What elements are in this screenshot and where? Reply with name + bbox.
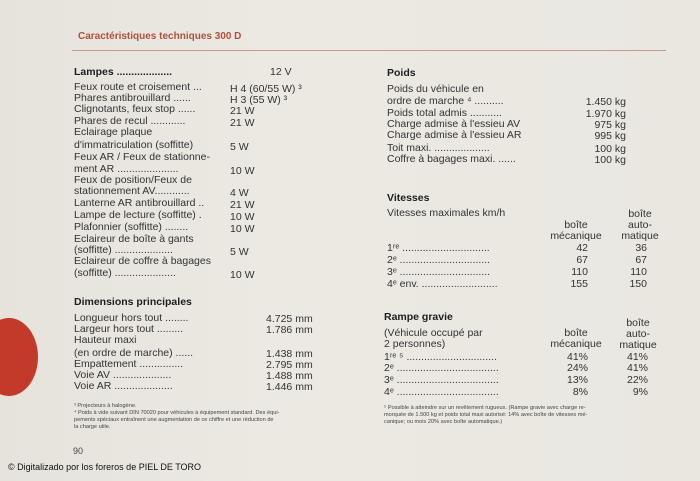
- poids-row-label: Toit maxi. ...................: [387, 142, 490, 154]
- poids-row-label: Coffre à bagages maxi. ......: [387, 153, 516, 165]
- vitesses-row-label: 2ᵉ ...............................: [387, 254, 491, 266]
- lampes-row-label: Eclaireur de coffre à bagages: [74, 255, 211, 267]
- footnote-left: ³ Projecteurs à halogène.: [74, 403, 137, 409]
- vitesses-auto-value: 150: [629, 278, 647, 290]
- rampe-mecanique-value: 41%: [566, 351, 588, 363]
- lampes-row-value: H 3 (55 W) ³: [230, 94, 288, 106]
- poids-row-label: Charge admise à l'essieu AV: [387, 118, 521, 130]
- footnote-left: pements spéciaux entraînent une augmentation de ce chiffre et une réduction de: [74, 417, 274, 423]
- poids-row-label: Poids du véhicule en: [387, 83, 484, 95]
- poids-row-value: 1.970 kg: [585, 108, 626, 120]
- lampes-row-label: Eclaireur de boîte à gants: [74, 233, 194, 245]
- rampe-row-label: 4ᵉ ...................................: [384, 386, 499, 398]
- lampes-row-label: d'immatriculation (soffitte): [74, 139, 194, 151]
- rampe-col2-header: auto-: [626, 328, 650, 340]
- dimensions-row-label: Hauteur maxi: [74, 334, 137, 346]
- poids-row-label: ordre de marche ⁴ ..........: [387, 95, 504, 107]
- poids-row-value: 100 kg: [594, 143, 626, 155]
- vitesses-auto-value: 36: [635, 242, 647, 254]
- dimensions-row-label: Largeur hors tout .........: [74, 323, 184, 335]
- poids-row-label: Poids total admis ...........: [387, 107, 502, 119]
- lampes-row-label: Phares de recul ............: [74, 115, 186, 127]
- vitesses-row-label: 4ᵉ env. ..........................: [387, 278, 498, 290]
- lampes-row-label: Feux de position/Feux de: [74, 174, 192, 186]
- dimensions-row-value: 4.725 mm: [266, 313, 313, 325]
- poids-row-label: Charge admise à l'essieu AR: [387, 129, 522, 141]
- dimensions-row-label: Longueur hors tout ........: [74, 312, 189, 324]
- lampes-row-value: H 4 (60/55 W) ³: [230, 83, 302, 95]
- vitesses-mecanique-value: 110: [571, 266, 588, 278]
- vitesses-heading: Vitesses: [387, 192, 430, 204]
- rampe-col1-header: boîte: [564, 327, 588, 339]
- rampe-row-label: 1ʳᵉ ⁵ ...............................: [384, 351, 497, 363]
- dimensions-row-value: 1.488 mm: [266, 370, 313, 382]
- rampe-col2-header: matique: [619, 339, 657, 351]
- lampes-row-label: (soffitte) ....................: [74, 244, 173, 256]
- dimensions-row-value: 1.446 mm: [266, 381, 313, 393]
- poids-row-value: 1.450 kg: [585, 96, 626, 108]
- vitesses-auto-value: 67: [635, 254, 647, 266]
- vitesses-subheading: Vitesses maximales km/h: [387, 207, 506, 219]
- lampes-voltage: 12 V: [270, 66, 292, 78]
- lampes-row-value: 21 W: [230, 105, 255, 117]
- dimensions-row-label: Empattement ...............: [74, 358, 184, 370]
- vitesses-col1-header: boîte: [564, 219, 588, 231]
- rampe-subheading-2: 2 personnes): [384, 338, 446, 350]
- vitesses-mecanique-value: 155: [570, 278, 588, 290]
- poids-row-value: 975 kg: [594, 119, 626, 131]
- lampes-row-label: Feux route et croisement ...: [74, 81, 202, 93]
- lampes-heading: Lampes ...................: [74, 66, 173, 78]
- poids-row-value: 995 kg: [594, 130, 626, 142]
- footnote-left: la charge utile.: [74, 424, 111, 430]
- poids-row-value: 100 kg: [594, 154, 626, 166]
- rampe-auto-value: 41%: [626, 351, 648, 363]
- rampe-mecanique-value: 13%: [566, 374, 588, 386]
- footnote-right: ⁵ Possible à atteindre sur un revêtement rugueux. (Rampe gravie avec charge re-: [384, 405, 586, 411]
- lampes-row-value: 21 W: [230, 199, 255, 211]
- lampes-row-label: Plafonnier (soffitte) ........: [74, 221, 189, 233]
- dimensions-row-value: 2.795 mm: [266, 359, 313, 371]
- poids-heading: Poids: [387, 67, 416, 79]
- page-title: Caractéristiques techniques 300 D: [78, 31, 242, 42]
- lampes-row-value: 10 W: [230, 211, 255, 223]
- footnote-right: morquée de 1.500 kg et poids total maxi autorisé: 14% avec boîte de vitesses mé-: [384, 412, 588, 418]
- lampes-row-label: Clignotants, feux stop ......: [74, 103, 196, 115]
- lampes-row-value: 5 W: [230, 141, 249, 153]
- red-circle-mark: [0, 318, 38, 396]
- vitesses-row-label: 1ʳᵉ ..............................: [387, 242, 490, 254]
- credit-line: © Digitalizado por los foreros de PIEL DE TORO: [8, 462, 202, 472]
- rampe-mecanique-value: 8%: [572, 386, 588, 398]
- dimensions-row-value: 1.438 mm: [266, 348, 313, 360]
- rampe-row-label: 2ᵉ ...................................: [384, 362, 499, 374]
- lampes-row-label: Lanterne AR antibrouillard ..: [74, 197, 205, 209]
- lampes-row-label: Phares antibrouillard ......: [74, 92, 191, 104]
- vitesses-col2-header: boîte: [628, 208, 652, 220]
- lampes-row-label: Lampe de lecture (soffitte) .: [74, 209, 202, 221]
- rampe-subheading-1: (Véhicule occupé par: [384, 327, 483, 339]
- footnote-left: ⁴ Poids à vide suivant DIN 70020 pour véhicules à équipement standard. Des équi-: [74, 410, 280, 416]
- rampe-auto-value: 41%: [626, 362, 648, 374]
- page-number: 90: [73, 446, 84, 456]
- lampes-row-value: 10 W: [230, 223, 255, 235]
- lampes-row-value: 10 W: [230, 269, 255, 281]
- vitesses-auto-value: 110: [630, 266, 647, 278]
- rampe-row-label: 3ᵉ ...................................: [384, 374, 499, 386]
- lampes-row-label: Feux AR / Feux de stationne-: [74, 151, 210, 163]
- rampe-mecanique-value: 24%: [566, 362, 588, 374]
- lampes-row-value: 21 W: [230, 117, 255, 129]
- rampe-col1-header: mécanique: [550, 338, 602, 350]
- lampes-row-label: (soffitte) .....................: [74, 267, 176, 279]
- lampes-row-value: 5 W: [230, 246, 249, 258]
- lampes-row-value: 4 W: [230, 187, 249, 199]
- rampe-col2-header: boîte: [626, 317, 650, 329]
- dimensions-row-label: Voie AR ....................: [74, 380, 173, 392]
- dimensions-row-value: 1.786 mm: [266, 324, 313, 336]
- lampes-row-value: 10 W: [230, 165, 255, 177]
- rampe-auto-value: 22%: [626, 374, 648, 386]
- vitesses-mecanique-value: 67: [576, 254, 588, 266]
- rampe-heading: Rampe gravie: [384, 311, 453, 323]
- vitesses-mecanique-value: 42: [576, 242, 588, 254]
- lampes-row-label: Eclairage plaque: [74, 126, 153, 138]
- dimensions-heading: Dimensions principales: [74, 296, 192, 308]
- vitesses-col1-header: mécanique: [550, 230, 602, 242]
- lampes-row-label: stationnement AV............: [74, 185, 190, 197]
- vitesses-col2-header: matique: [621, 230, 659, 242]
- dimensions-row-label: Voie AV ....................: [74, 369, 172, 381]
- lampes-row-label: ment AR .....................: [74, 163, 179, 175]
- vitesses-row-label: 3ᵉ ...............................: [387, 266, 491, 278]
- title-rule: [72, 50, 666, 51]
- dimensions-row-label: (en ordre de marche) ......: [74, 347, 194, 359]
- vitesses-col2-header: auto-: [628, 219, 652, 231]
- footnote-right: canique; ou mois 20% avec boîte automatique.): [384, 419, 503, 425]
- rampe-auto-value: 9%: [632, 386, 648, 398]
